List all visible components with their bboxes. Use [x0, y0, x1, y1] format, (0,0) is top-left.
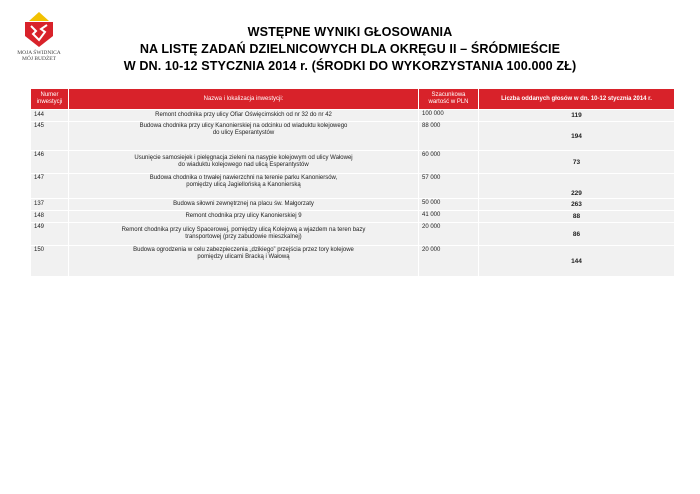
results-table	[30, 88, 675, 277]
row-name-line2: do wiaduktu kolejowego nad ulicą Esperantystów	[178, 162, 309, 168]
row-cost: 20 000	[419, 246, 479, 277]
row-number: 137	[31, 199, 69, 211]
row-name-line2: transportowej (przy zabudowie mieszkalnej)	[185, 234, 302, 240]
row-cost: 88 000	[419, 122, 479, 151]
header-votes: Liczba oddanych głosów w dn. 10-12 stycznia 2014 r.	[479, 89, 675, 110]
header-number-line2: inwestycji	[36, 99, 63, 105]
row-name-line2: pomiędzy ulicą Jagiellońską a Kanonierską	[186, 182, 301, 188]
moja-swidnica-emblem-icon	[23, 12, 55, 48]
row-name	[69, 110, 419, 122]
page-title-line3: W DN. 10-12 STYCZNIA 2014 r. (ŚRODKI DO WYKORZYSTANIA 100.000 ZŁ)	[123, 59, 577, 73]
row-name	[69, 122, 419, 151]
row-number: 148	[31, 211, 69, 223]
row-votes: 263	[479, 199, 675, 211]
row-number: 146	[31, 151, 69, 174]
row-cost: 50 000	[419, 199, 479, 211]
row-votes: 86	[479, 223, 675, 246]
row-name-line1: Budowa chodnika o trwałej nawierzchni na terenie parku Kanoniersów,	[149, 175, 338, 181]
page-title-line2: NA LISTĘ ZADAŃ DZIELNICOWYCH DLA OKRĘGU II – ŚRÓDMIEŚCIE	[139, 42, 561, 56]
row-name-line2: do ulicy Esperantystów	[212, 130, 275, 136]
row-number: 144	[31, 110, 69, 122]
row-cost: 20 000	[419, 223, 479, 246]
row-votes: 88	[479, 211, 675, 223]
row-votes: 73	[479, 151, 675, 174]
table-row	[31, 223, 675, 246]
row-name-line1: Remont chodnika przy ulicy Spacerowej, pomiędzy ulicą Kolejową a wjazdem na teren bazy	[121, 227, 366, 233]
table-row	[31, 174, 675, 199]
header-cost-line2: wartość w PLN	[428, 99, 469, 105]
row-name	[69, 211, 419, 223]
table-row	[31, 246, 675, 277]
row-cost: 100 000	[419, 110, 479, 122]
header-name: Nazwa i lokalizacja inwestycji:	[69, 89, 419, 110]
row-cost: 57 000	[419, 174, 479, 199]
table-row	[31, 199, 675, 211]
page-title-line1: WSTĘPNE WYNIKI GŁOSOWANIA	[247, 25, 453, 39]
row-name-line1: Budowa ogrodzenia w celu zabezpieczenia „dzikiego” przejścia przez tory kolejowe	[133, 247, 354, 253]
row-name-line1: Remont chodnika przy ulicy Kanonierskiej 9	[185, 213, 302, 219]
row-name-line1: Usunięcie samosiejek i pielęgnacja zieleni na nasypie kolejowym od ulicy Wałowej	[134, 155, 353, 161]
row-votes: 119	[479, 110, 675, 122]
row-name	[69, 151, 419, 174]
row-cost: 41 000	[419, 211, 479, 223]
logo-text-line2: MÓJ BUDŻET	[21, 56, 57, 62]
row-name	[69, 246, 419, 277]
row-name-line1: Budowa siłowni zewnętrznej na placu św. Małgorzaty	[173, 201, 314, 207]
row-number: 149	[31, 223, 69, 246]
row-votes: 229	[479, 174, 675, 199]
row-name-line1: Budowa chodnika przy ulicy Kanonierskiej na odcinku od wiaduktu kolejowego	[139, 123, 348, 129]
row-votes: 144	[479, 246, 675, 277]
table-row	[31, 211, 675, 223]
row-number: 147	[31, 174, 69, 199]
row-votes: 194	[479, 122, 675, 151]
table-row	[31, 122, 675, 151]
table-row	[31, 151, 675, 174]
row-name-line1: Remont chodnika przy ulicy Ofiar Oświęcimskich od nr 32 do nr 42	[155, 112, 332, 118]
header-number	[31, 89, 69, 110]
row-cost: 60 000	[419, 151, 479, 174]
row-number: 145	[31, 122, 69, 151]
table-header-row	[31, 89, 675, 110]
table-row	[31, 110, 675, 122]
header-cost	[419, 89, 479, 110]
row-name	[69, 199, 419, 211]
row-number: 150	[31, 246, 69, 277]
header-cost-line1: Szacunkowa	[431, 92, 466, 98]
header-number-line1: Numer	[40, 92, 59, 98]
row-name	[69, 174, 419, 199]
row-name	[69, 223, 419, 246]
row-name-line2: pomiędzy ulicami Bracką i Wałową	[197, 254, 290, 260]
logo-text-line1: MOJA ŚWIDNICA	[17, 50, 61, 56]
logo	[10, 12, 68, 68]
